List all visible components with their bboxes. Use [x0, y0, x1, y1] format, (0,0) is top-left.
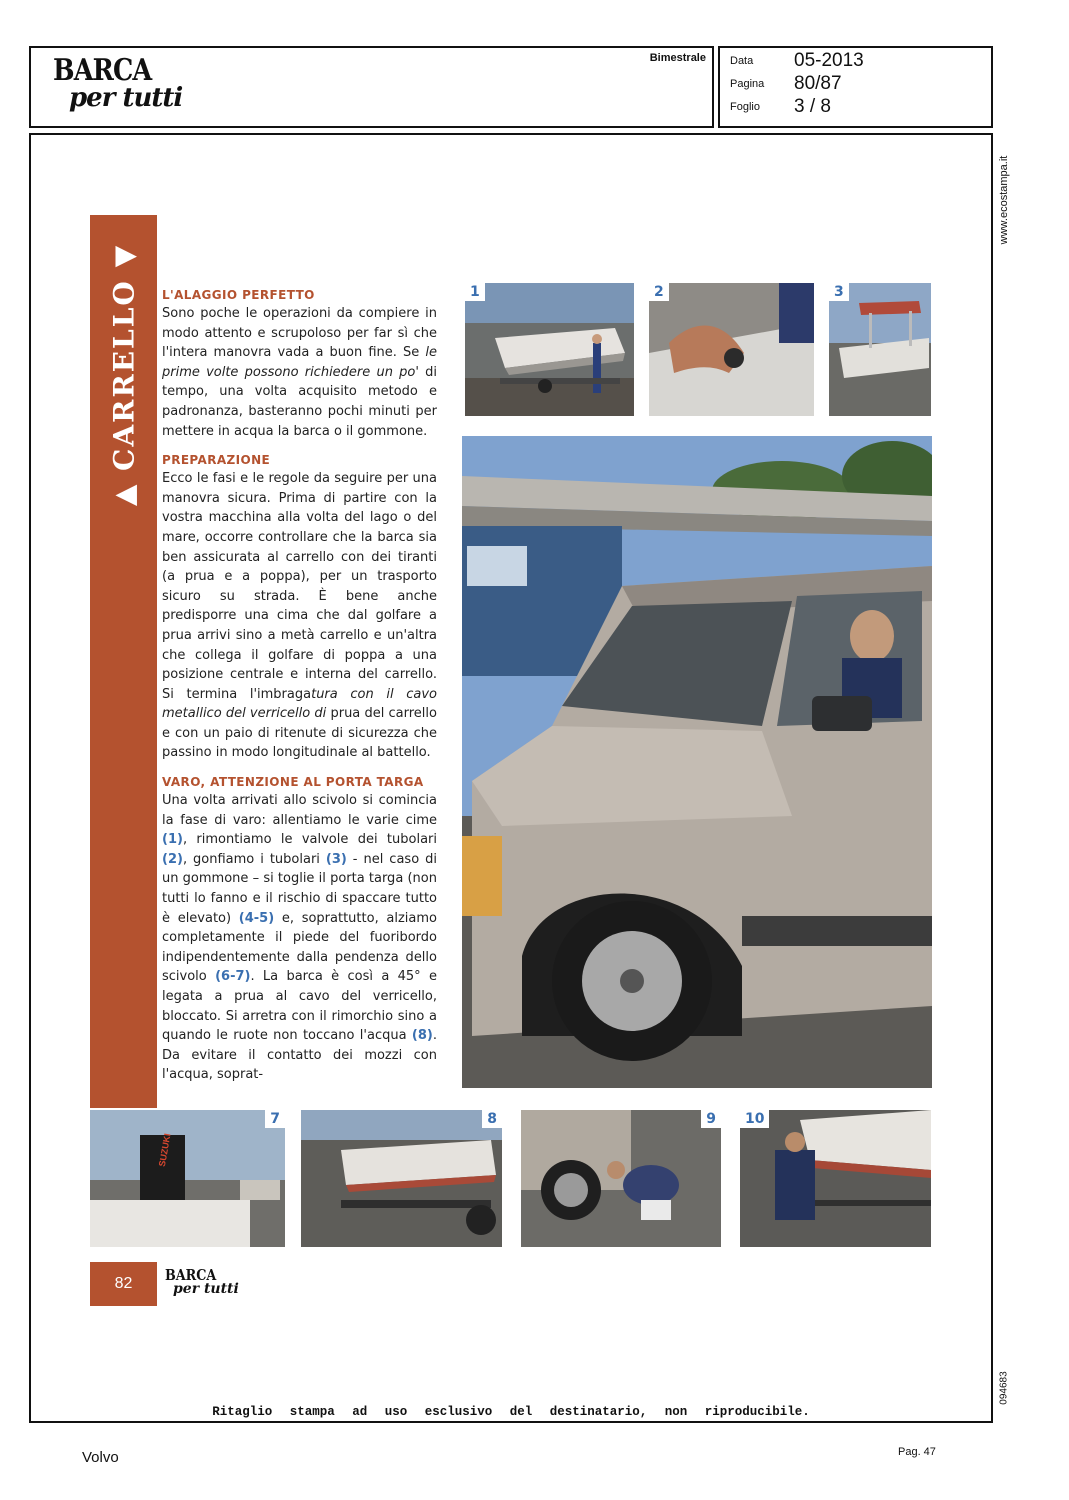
photo-ref: (3)	[325, 851, 347, 867]
pagina-value: 80/87	[794, 73, 842, 94]
text-span: , rimontiamo le valvole dei tubolari	[182, 832, 437, 848]
photo-2-number: 2	[649, 283, 669, 301]
photo-9-number: 9	[701, 1110, 721, 1128]
source-url	[996, 145, 1012, 255]
photo-10-boat-launch	[740, 1110, 931, 1247]
foglio-value: 3 / 8	[794, 96, 831, 117]
logo-barca-text: BARCA	[53, 53, 152, 88]
text-span: Una volta arrivati allo scivolo si comincia la fase di varo: allentiamo le varie cime	[162, 793, 437, 828]
pagina-label: Pagina	[730, 78, 765, 90]
periodicity-label: Bimestrale	[649, 52, 706, 64]
photo-3-number: 3	[829, 283, 849, 301]
client-name: Volvo	[82, 1449, 119, 1466]
text-span: prua del carrello e con un paio di ritenute di sicurezza che passino in modo longitudinale al battello.	[162, 706, 437, 761]
photo-9-check-wheel	[521, 1110, 721, 1247]
paragraph-intro	[162, 304, 437, 441]
text-span: Sono poche le operazioni da compiere in modo attento e scrupoloso per far sì che l'intera manovra vada a buon fine. Se	[162, 306, 437, 361]
photo-1-boat-on-trailer	[465, 283, 634, 416]
footer-logo-barca: BARCA	[165, 1266, 217, 1284]
foglio-label: Foglio	[730, 101, 760, 113]
photo-9-illustration	[521, 1110, 721, 1247]
photo-8-number: 8	[482, 1110, 502, 1128]
text-span-italic: le prime volte possono richiedere un po'	[162, 345, 437, 380]
photo-1-illustration	[465, 283, 634, 416]
photo-10-illustration	[740, 1110, 931, 1247]
clipping-code-text: 094683	[998, 1370, 1010, 1405]
document-page-number: Pag. 47	[898, 1446, 936, 1458]
photo-1-number: 1	[465, 283, 485, 301]
clipping-code	[996, 1365, 1012, 1410]
data-value: 05-2013	[794, 50, 864, 71]
photo-7-number: 7	[265, 1110, 285, 1128]
clipping-disclaimer: Ritaglio stampa ad uso esclusivo del destinatario, non riproducibile.	[212, 1405, 810, 1419]
photo-ref: (2)	[162, 851, 183, 867]
barca-per-tutti-logo	[53, 53, 183, 113]
section-title-text: ▲ CARRELLO ▼	[107, 243, 140, 507]
photo-main-illustration	[462, 436, 932, 1088]
paragraph-preparazione	[162, 469, 437, 763]
section-title	[90, 245, 157, 505]
text-span: . La barca è così a 45° e legata a prua al cavo del verricello, bloccato. Si arretra con il rimorchio sino a quando le ruote non toccano l'acqua	[162, 969, 437, 1044]
data-label: Data	[730, 55, 754, 67]
clipping-meta-box	[718, 46, 993, 128]
footer-logo	[165, 1268, 239, 1296]
text-span-italic: tura con il cavo metallico del verricello di	[162, 686, 437, 722]
article-text	[162, 286, 437, 1095]
text-span: . Da evitare il contatto dei mozzi con l'acqua, soprat-	[162, 1028, 437, 1083]
heading-varo: VARO, ATTENZIONE AL PORTA TARGA	[162, 775, 424, 790]
source-url-text: www.ecostampa.it	[998, 155, 1010, 245]
text-span: , gonfiamo i tubolari	[182, 851, 326, 867]
photo-ref: (1)	[162, 832, 183, 848]
photo-7-outboard	[90, 1110, 285, 1247]
page-number-box	[90, 1262, 157, 1306]
photo-7-sign-text: SUZUKI	[156, 1132, 173, 1168]
text-span: di tempo, una volta acquisito metodo e padronanza, basteranno pochi minuti per mettere in acqua la barca o il gommone.	[162, 364, 438, 439]
masthead-box	[29, 46, 714, 128]
text-span: e, soprattutto, alziamo completamente il piede del fuoribordo indipendentemente dalla pendenza dello scivolo	[162, 910, 437, 985]
photo-ref: (4-5)	[238, 910, 275, 926]
photo-main-car	[462, 436, 932, 1088]
footer-logo-pertutti: per tutti	[173, 1281, 239, 1297]
photo-ref: (8)	[411, 1028, 433, 1044]
heading-preparazione: PREPARAZIONE	[162, 453, 271, 468]
photo-2-valve-detail	[649, 283, 814, 416]
heading-alaggio: L'ALAGGIO PERFETTO	[162, 288, 315, 302]
photo-8-trailer-reversing	[301, 1110, 502, 1247]
text-span: Ecco le fasi e le regole da seguire per una manovra sicura. Prima di partire con la vostra macchina alla volta del lago o del mare, occorre controllare che la barca sia ben assicurata al carrello con dei tiranti (a prua e a poppa), per un trasporto sicuro su strada. È bene anche predisporre una cima che dal golfare a prua arrivi sino a metà carrello e un'altra che collega il golfare di poppa a una posizione centrale e interna del carrello. Si termina l'imbraga	[162, 471, 437, 702]
page-number: 82	[114, 1275, 133, 1292]
logo-pertutti-text: per tutti	[69, 83, 183, 113]
photo-8-illustration	[301, 1110, 502, 1247]
photo-10-number: 10	[740, 1110, 769, 1128]
photo-ref: (6-7)	[215, 969, 251, 985]
photo-2-illustration	[649, 283, 814, 416]
text-span: - nel caso di un gommone – si toglie il porta targa (non tutti lo fanno e il rischio di spaccare tutto è elevato)	[162, 851, 437, 926]
paragraph-varo	[162, 791, 437, 1085]
photo-7-illustration	[90, 1110, 285, 1247]
photo-3-inflated-tubes	[829, 283, 931, 416]
photo-3-illustration	[829, 283, 931, 416]
